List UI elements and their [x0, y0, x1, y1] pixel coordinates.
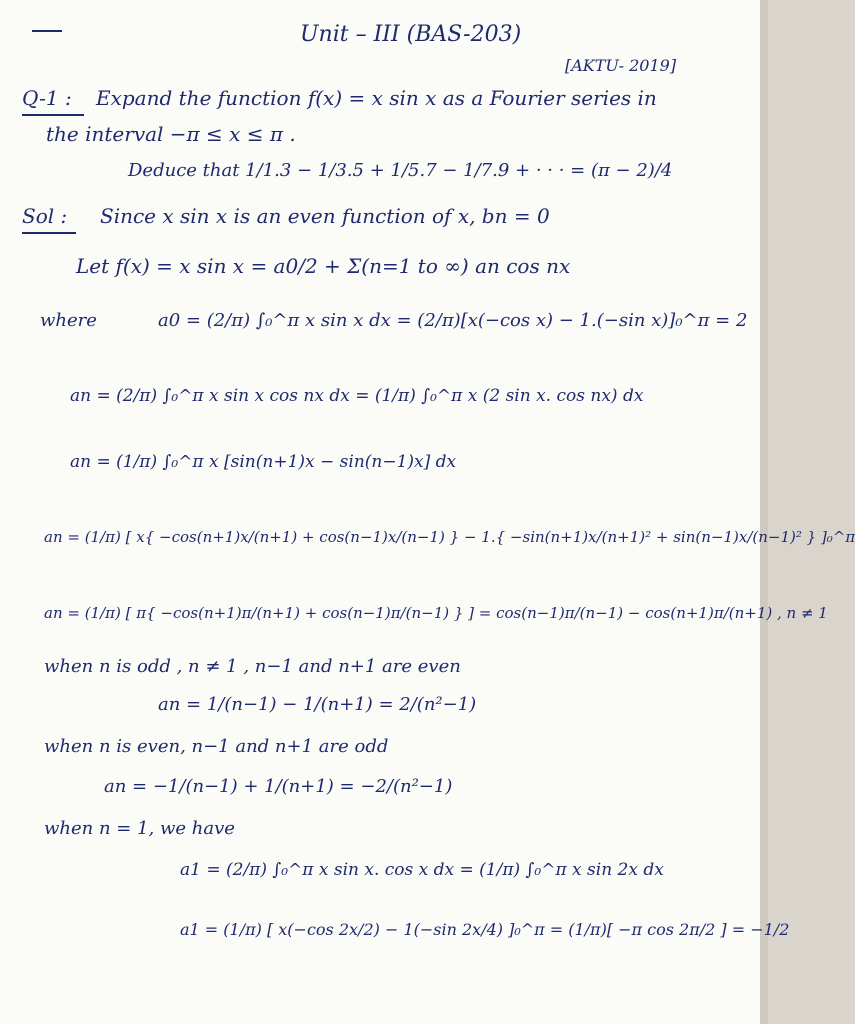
an-step-3: an = (1/π) [ x{ −cos(n+1)x/(n+1) + cos(n−1)x/(n−1) } − 1.{ −sin(n+1)x/(n+1)² + sin(n−1)x/(n−1)² } ]₀^π [44, 528, 855, 546]
n-equals-1-case: when n = 1, we have [44, 818, 235, 839]
a1-step-1: a1 = (2/π) ∫₀^π x sin x. cos x dx = (1/π) ∫₀^π x sin 2x dx [180, 860, 664, 880]
solution-underline [22, 232, 76, 234]
question-underline [22, 114, 84, 116]
exam-source: [AKTU- 2019] [565, 56, 677, 75]
question-label: Q-1 : [22, 86, 72, 110]
a0-derivation: a0 = (2/π) ∫₀^π x sin x dx = (2/π)[x(−cos x) − 1.(−sin x)]₀^π = 2 [158, 310, 748, 331]
a1-step-2: a1 = (1/π) [ x(−cos 2x/2) − 1(−sin 2x/4) ]₀^π = (1/π)[ −π cos 2π/2 ] = −1/2 [180, 920, 790, 939]
an-step-2: an = (1/π) ∫₀^π x [sin(n+1)x − sin(n−1)x] dx [70, 452, 457, 472]
unit-heading: Unit – III (BAS-203) [300, 22, 522, 47]
question-line-1: Expand the function f(x) = x sin x as a Fourier series in [96, 86, 657, 110]
page-edge [760, 0, 768, 1024]
where-label: where [40, 310, 97, 331]
fourier-series-setup: Let f(x) = x sin x = a0/2 + Σ(n=1 to ∞) an cos nx [76, 254, 571, 278]
even-case-text: when n is even, n−1 and n+1 are odd [44, 736, 389, 757]
solution-line-even: Since x sin x is an even function of x, bn = 0 [100, 204, 550, 228]
odd-case-result: an = 1/(n−1) − 1/(n+1) = 2/(n²−1) [158, 694, 477, 715]
corner-dash [32, 30, 62, 32]
even-case-result: an = −1/(n−1) + 1/(n+1) = −2/(n²−1) [104, 776, 453, 797]
solution-label: Sol : [22, 204, 68, 228]
deduce-statement: Deduce that 1/1.3 − 1/3.5 + 1/5.7 − 1/7.9 + · · · = (π − 2)/4 [128, 160, 673, 181]
an-step-4: an = (1/π) [ π{ −cos(n+1)π/(n+1) + cos(n−1)π/(n−1) } ] = cos(n−1)π/(n−1) − cos(n+1)π/(n+1) , n ≠ 1 [44, 604, 828, 622]
an-step-1: an = (2/π) ∫₀^π x sin x cos nx dx = (1/π) ∫₀^π x (2 sin x. cos nx) dx [70, 386, 644, 406]
question-line-2: the interval −π ≤ x ≤ π . [46, 122, 296, 146]
odd-case-text: when n is odd , n ≠ 1 , n−1 and n+1 are even [44, 656, 461, 677]
